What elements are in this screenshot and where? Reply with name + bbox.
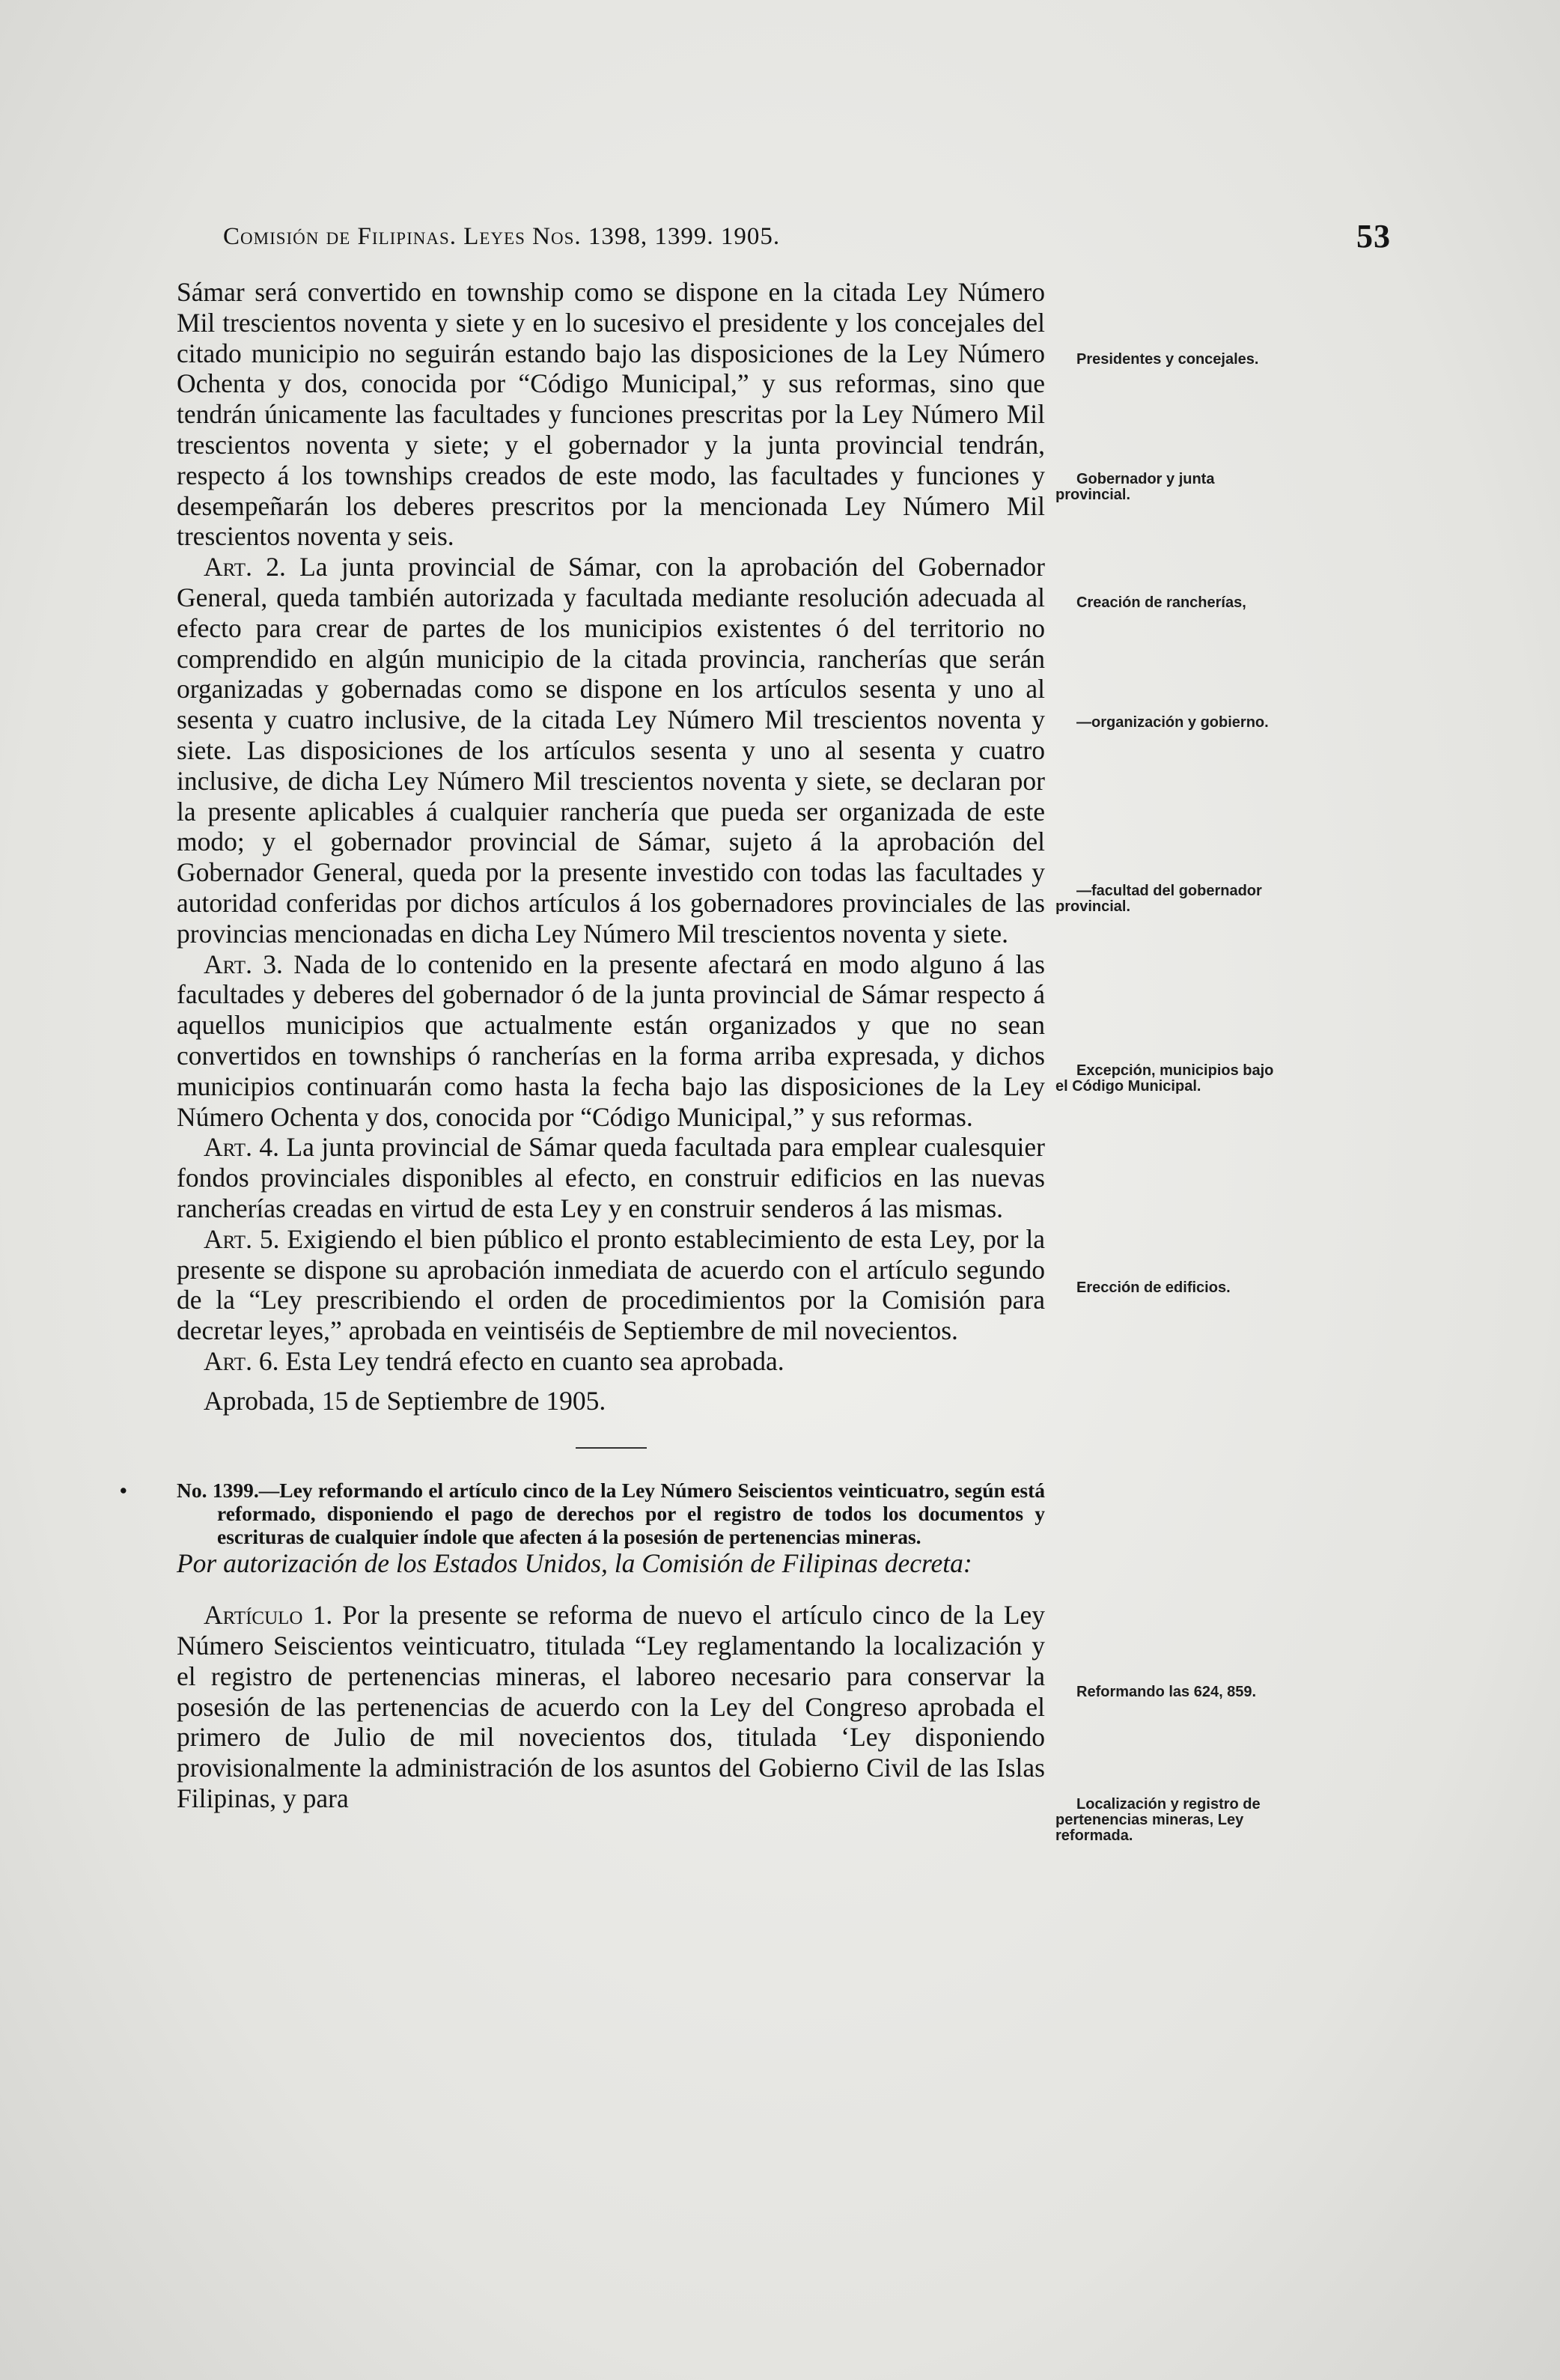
running-title: Comisión de Filipinas. Leyes Nos. 1398, 1399. 1905. xyxy=(223,223,781,250)
article-5: Art. 5. Exigiendo el bien público el pronto establecimiento de esta Ley, por la presente se dispone su aprobación inmediata de acuerdo con el artículo segundo de la “Ley prescribiendo el orden de procedimientos por la Comisión para decretar leyes,” aprobada en veintiséis de Septiembre de mil novecientos. xyxy=(177,1223,1045,1346)
article-6: Art. 6. Esta Ley tendrá efecto en cuanto sea aprobada. xyxy=(204,1345,784,1376)
body-text xyxy=(120,277,1045,1814)
section-divider xyxy=(576,1447,647,1449)
margin-note: Presidentes y concejales. xyxy=(1076,351,1259,368)
article-2: Art. 2. La junta provincial de Sámar, con la aprobación del Gobernador General, queda también autorizada y facultada mediante resolución adecuada al efecto para crear de partes de los municipios existentes ó del territorio no comprendido en algún municipio de la citada provincia, rancherías que serán organizadas y gobernadas como se dispone en los artículos sesenta y uno al sesenta y cuatro inclusive, de la citada Ley Número Mil trescientos noventa y siete. Las disposiciones de los artículos sesenta y uno al sesenta y cuatro inclusive, de dicha Ley Número Mil trescientos noventa y siete, se declaran por la presente aplicables á cualquier ranchería que pueda ser organizada de este modo; y el gobernador provincial de Sámar, sujeto á la aprobación del Gobernador General, queda por la presente investido con todas las facultades y autoridad conferidas por dichos artículos á los gobernadores provinciales de las provincias mencionadas en dicha Ley Número Mil trescientos noventa y siete. xyxy=(177,552,1045,949)
law-heading: • No. 1399.—Ley reformando el artículo cinco de la Ley Número Seiscientos veinticuatro, según está reformado, disponiendo el pago de derechos por el registro de todos los documentos y escrituras de cualquier índole que afecten á la posesión de pertenencias mineras. xyxy=(120,1479,1045,1549)
article-label: Art. 2. xyxy=(204,552,286,582)
law-title: —Ley reformando el artículo cinco de la Ley Número Seiscientos veinticuatro, según está reformado, disponiendo el pago de derechos por el registro de todos los documentos y escrituras de cualquier índole que afecten á la posesión de pertenencias mineras. xyxy=(217,1479,1045,1549)
decree-formula: Por autorización de los Estados Unidos, la Comisión de Filipinas decreta: xyxy=(177,1548,972,1579)
margin-note: —organización y gobierno. xyxy=(1076,714,1269,731)
margin-note: Excepción, municipios bajo el Código Municipal. xyxy=(1055,1062,1274,1095)
article-label: Art. 6. xyxy=(204,1345,279,1376)
margin-note: Erección de edificios. xyxy=(1076,1279,1231,1296)
page-number: 53 xyxy=(1356,218,1391,255)
article-label: Art. 3. xyxy=(204,949,283,979)
margin-note: Gobernador y junta provincial. xyxy=(1055,471,1215,503)
margin-note: —facultad del gobernador provincial. xyxy=(1055,883,1262,915)
article-1: Artículo 1. Por la presente se reforma de nuevo el artículo cinco de la Ley Número Seiscientos veinticuatro, titulada “Ley reglamentando la localización y el registro de pertenencias mineras, el laboreo necesario para conservar la posesión de las pertenencias de acuerdo con la Ley del Congreso aprobada el primero de Julio de mil novecientos dos, titulada ‘Ley disponiendo provisionalmente la administración de los asuntos del Gobierno Civil de las Islas Filipinas, y para xyxy=(177,1600,1045,1814)
approval-date: Aprobada, 15 de Septiembre de 1905. xyxy=(204,1385,606,1416)
paragraph-continuation: Sámar será convertido en township como se dispone en la citada Ley Número Mil trescientos noventa y siete y en lo sucesivo el presidente y los concejales del citado municipio no seguirán estando bajo las disposiciones de la Ley Número Ochenta y dos, conocida por “Código Municipal,” y sus reformas, sino que tendrán únicamente las facultades y funciones prescritas por la Ley Número Mil trescientos noventa y siete; y el gobernador y la junta provincial tendrán, respecto á los townships creados de este modo, las facultades y funciones y desempeñarán los deberes prescritos por la mencionada Ley Número Mil trescientos noventa y seis. xyxy=(177,277,1045,552)
margin-note: Reformando las 624, 859. xyxy=(1076,1684,1257,1700)
article-3: Art. 3. Nada de lo contenido en la presente afectará en modo alguno á las facultades y deberes del gobernador ó de la junta provincial de Sámar respecto á aquellos municipios que actualmente están organizados y que no sean convertidos en townships ó rancherías en la forma arriba expresada, y dichos municipios continuarán como hasta la fecha bajo las disposiciones de la Ley Número Ochenta y dos, conocida por “Código Municipal,” y sus reformas. xyxy=(177,949,1045,1132)
article-label: Artículo 1. xyxy=(204,1600,333,1631)
article-4: Art. 4. La junta provincial de Sámar queda facultada para emplear cualesquier fondos provinciales disponibles al efecto, en construir edificios en las nuevas rancherías creadas en virtud de esta Ley y en construir senderos á las mismas. xyxy=(177,1132,1045,1223)
law-number: No. 1399. xyxy=(177,1479,259,1503)
margin-note: Creación de rancherías, xyxy=(1076,594,1246,611)
article-label: Art. 5. xyxy=(204,1223,280,1254)
article-label: Art. 4. xyxy=(204,1132,280,1163)
page-header xyxy=(223,217,1391,262)
margin-note: Localización y registro de pertenencias mineras, Ley reformada. xyxy=(1055,1796,1261,1844)
